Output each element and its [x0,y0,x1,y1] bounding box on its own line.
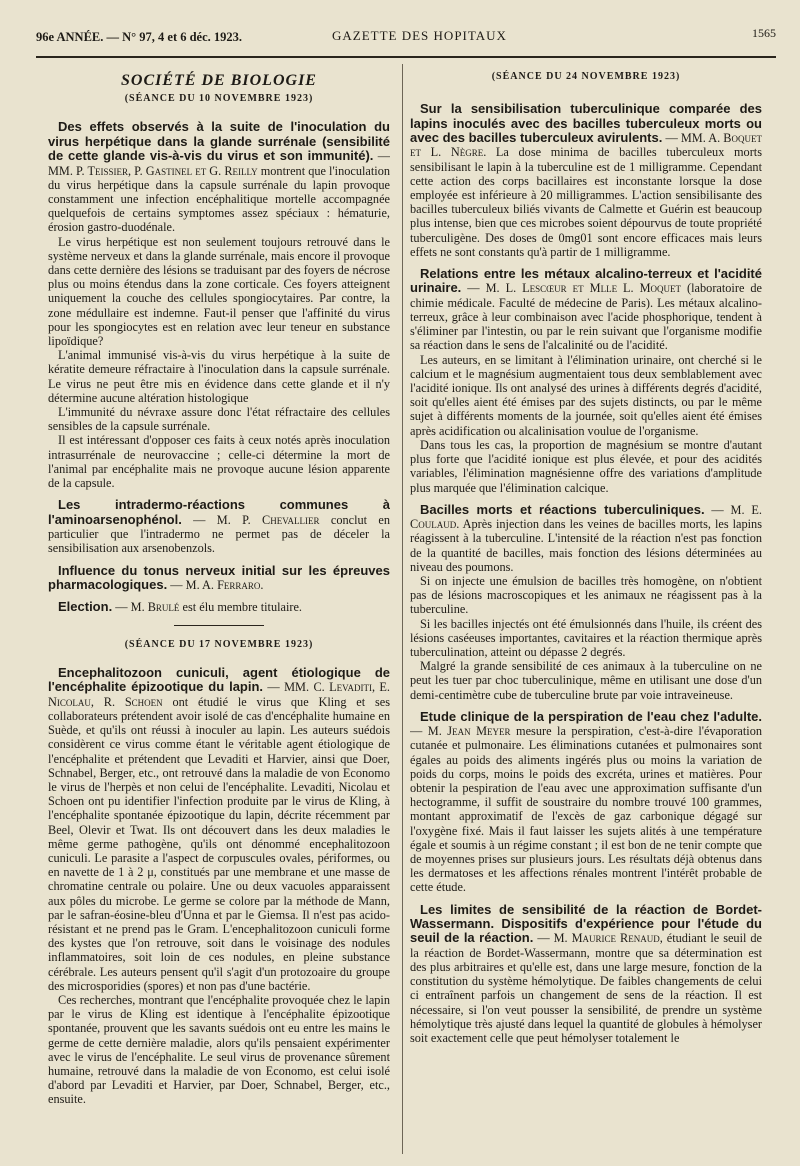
society-title: SOCIÉTÉ DE BIOLOGIE [121,72,317,89]
article-paragraph: Le virus herpétique est non seulement toujours retrouvé dans le système nerveux et dans la glande surrénale, mais encore il provoque dans cette dernière des lésions se traduisant par des foyers de nécrose plus ou moins étendus dans la zone corticale. Ces foyers atteignent uniquement la couche des cellules spongiocytaires. Par contre, la zone médullaire est indemne. Faut-il penser que l'affinité du virus pour les spongiocytes est en relation avec leur teneur en substance lipoïdique? [48,234,390,349]
article-paragraph: Dans tous les cas, la proportion de magnésium se montre d'autant plus forte que l'acidité ionique est plus élevée, et pour des acidités variables, l'élimination magnésienne offre des variations d'amplitude plus marquée que l'élimination calcique. [410,437,762,495]
right-column [410,66,762,1156]
article-text: La dose minima de bacilles tuberculeux morts sensibilisant le lapin à la tuberculine est de 1 milligramme. Cependant cette action des corps bacillaires est inconstante lorsque la dose employée est inférieure à 20 milligrammes. L'action sensibilisante des bacilles tuberculeux biliés vivants de Calmette et Guérin est beaucoup plus intense, bien que ces microbes soient dépourvus de toute propriété tuberculigène. Des doses de 0mg01 sont encore efficaces mais leurs effets ne sont constants qu'à partir de 1 milligramme. [410,145,762,259]
header-page-number: 1565 [752,26,776,40]
article-election [48,600,390,614]
article-paragraph [48,600,390,614]
article-paragraph: Malgré la grande sensibilité de ces animaux à la tuberculine on ne peut les tuer par choc tuberculinique, même en utilisant une dose d'un demi-centimètre cube de tuberculine brute par voie intraveineuse. [410,659,762,702]
article-sensibilisation-tuberculinique [410,102,762,259]
article-authors: — MM. P. Teissier, P. Gastinel et G. Reilly [48,149,390,178]
article-text: ont étudié le virus que Kling et ses collaborateurs prétendent avoir isolé de cas d'encéphalite humaine en Suède, et qu'ils ont réussi à inoculer au lapin. Les auteurs suédois considèrent ce virus comme étant le véritable agent étiologique de l'encéphalite et prétendent que Levaditi et Harvier, ainsi que Doer, Schnabel, Berger, etc., ont retrouvé dans la maladie de von Economo le virus de l'herpès et non celui de l'encéphalite. Levaditi, Nicolau et Schoen ont pu identifier l'infection produite par le virus de Kling, à l'encéphalite spontanée épizootique du lapin, décrite récemment par Beel, Olevir et Twat. Ils ont découvert dans les deux maladies le même germe pathogène, qu'ils ont dénommé encephalitozoon cuniculi. Le parasite a l'aspect de corpuscules ovales, périformes, ou en navette de 1 à 2 μ, constitués par une membrane et une masse de chromatine centrale ou polaire. Une ou deux vacuoles apparaissent aux pôles du microbe. Le germe se colore par la méthode de Mann, par le safran-éosine-bleu d'Unna et par le Giemsa. Il n'est pas acido-résistant et ne prend pas le Gram. L'encephalitozoon cuniculi forme des kystes que l'on retrouve, soit dans le voisinage des nodules inflammatoires, soit loin de ces nodules, en pleine substance cérébrale. Les auteurs pensent qu'il s'agit d'un protozoaire du groupe des microsporidies (spores) et non pas d'une bactérie. [48,694,390,993]
page-header [36,26,776,48]
header-rule [36,56,776,58]
article-authors: — M. E. Coulaud. [410,502,762,532]
session-heading: (SÉANCE DU 10 NOVEMBRE 1923) [124,93,314,105]
article-tonus-nerveux [48,564,390,593]
article-title: Relations entre les métaux alcalino-terreux et l'acidité urinaire. [410,266,762,296]
article-paragraph: Les auteurs, en se limitant à l'élimination urinaire, ont cherché si le calcium et le magnésium augmentaient tous deux semblablement avec l'acidité ionique. Ils ont analysé des urines à différents degrés d'acidité, soit qu'elles aient été émises par des sujets distincts, ou par le même sujet à différents moments de la journée, soit qu'elles aient été émises après acidification ou alcalinisation voulue de l'organisme. [410,352,762,438]
article-encephalitozoon [48,666,390,1107]
article-perspiration [410,710,762,895]
article-authors: — M. A. Ferraro. [167,577,264,592]
article-authors: — M. Jean Meyer [410,724,511,739]
article-paragraph: L'immunité du névraxe assure donc l'état réfractaire des cellules sensibles de la capsule surrénale. [48,405,390,434]
article-text: montrent que l'inoculation du virus herpétique dans la capsule surrénale du lapin provoque constamment une infection encéphalitique mortelle accompagnée quelquefois de certains symptomes assez spéciaux : hématurie, érosion gastro-duodénale. [48,163,390,235]
article-title: Influence du tonus nerveux initial sur les épreuves pharmacologiques. [48,562,390,592]
article-paragraph [410,267,762,353]
article-title: Election. [58,599,113,615]
article-text: (laboratoire de chimie médicale. Faculté de médecine de Paris). Les métaux alcalino-terreux, grâce à leur combinaison avec l'acide phosphorique, tendent à s'éliminer par l'intestin, ou par le rein suivant que l'organisme modifie sa réaction dans le sens de l'alcalinité ou de l'acidité. [410,281,762,353]
article-paragraph [48,564,390,593]
column-divider [402,64,403,1154]
article-herpes-surrenale [48,120,390,490]
article-paragraph: Si les bacilles injectés ont été émulsionnés dans l'huile, ils créent des lésions caséeuses importantes, cavitaires et la réaction thermique après tuberculination, atteint ou dépasse 2 degrés. [410,616,762,659]
article-paragraph [48,498,390,555]
article-paragraph [410,503,762,574]
article-authors: — M. L. Lescœur et Mlle L. Moquet [461,281,682,296]
article-paragraph [410,710,762,895]
article-intradermo [48,498,390,555]
article-title: Bacilles morts et réactions tuberculiniques. [420,501,705,517]
article-title: Les limites de sensibilité de la réaction de Bordet-Wassermann. Dispositifs d'expérience pour l'étude du seuil de la réaction. [410,901,762,946]
article-text: est élu membre titulaire. [179,600,303,615]
article-paragraph: Il est intéressant d'opposer ces faits à ceux notés après inoculation intrasurrénale de neurovaccine ; celle-ci détermine la mort de l'animal par encéphalite mais ne provoque aucune lésion apparente de la capsule. [48,433,390,491]
article-paragraph: Si on injecte une émulsion de bacilles très homogène, on n'obtient pas de lésions macroscopiques et les animaux ne réagissent pas à la tuberculine. [410,573,762,617]
article-paragraph: L'animal immunisé vis-à-vis du virus herpétique à la suite de kératite demeure réfractaire à l'inoculation dans la capsule surrénale. Le virus ne peut être mis en évidence dans cette glande et il n'y détermine aucune altération histologique [48,348,390,405]
article-paragraph [410,102,762,259]
article-authors: — M. P. Chevallier [181,512,320,527]
article-authors: — M. Maurice Renaud, [533,931,663,946]
article-text: conclut en particulier que l'intradermo ne permet pas de déceler la sensibilisation aux arsenobenzols. [48,512,390,556]
article-text: mesure la perspiration, c'est-à-dire l'évaporation cutanée et pulmonaire. Les éliminations cutanées et pulmonaires sont égales au poids des aliments ingérés plus ou moins la variation de poids du corps, moins le poids des excréta, urines et matières. Pour obtenir la pespiration de l'eau avec une approximation suffisante d'un hectogramme, il suffit de soustraire du nombre trouvé 100 grammes, montant approximatif de l'excès de gaz carbonique dégagé sur l'oxygène fixé. Mais il faut laisser les sujets alités à une température égale et soumis à un régime constant ; il est bon de ne tenir compte que de moyennes prises sur plusieurs jours. Les résultats déjà obtenus dans les dermatoses et les affections rénales montrent l'intérêt probable de cette étude. [410,724,762,895]
article-bacilles-morts [410,503,762,702]
article-paragraph [48,120,390,234]
article-paragraph: Ces recherches, montrant que l'encéphalite provoquée chez le lapin par le virus de Kling est identique à l'encéphalite épizootique spontanée, prouvent que les savants suédois ont eu entre les mains le germe de cette dernière maladie, alors qu'ils pensaient expérimenter avec le virus de l'encéphalite. Le seul virus de provenance sûrement humaine, retrouvé dans la maladie de von Economo, est celui isolé d'abord par Levaditi et Harvier, par Doer, Schnabel, Berger, etc., ensuite. [48,993,390,1107]
article-title: Des effets observés à la suite de l'inoculation du virus herpétique dans la glande surrénale (sensibilité de cette glande vis-à-vis du virus et son immunité). [48,119,390,164]
session-heading: (SÉANCE DU 24 NOVEMBRE 1923) [491,71,681,82]
section-rule [174,625,264,626]
left-column [48,66,390,1156]
article-title: Etude clinique de la perspiration de l'eau chez l'adulte. [420,708,762,724]
article-title: Les intradermo-réactions communes à l'aminoarsenophénol. [48,497,390,527]
article-metaux-alcalino-terreux [410,267,762,495]
header-journal-title: GAZETTE DES HOPITAUX [332,28,507,43]
article-title: Sur la sensibilisation tuberculinique comparée des lapins inoculés avec des bacilles tuberculeux morts ou avec des bacilles tuberculeux avirulents. [410,101,762,146]
article-paragraph [410,903,762,1046]
article-authors: — MM. A. Boquet et L. Nègre. [410,131,762,160]
article-text: étudiant le seuil de la réaction de Bordet-Wassermann, montre que sa détermination est des plus arbitraires et qu'elle est, dans une large mesure, fonction de la constitution du système hémolytique. De faibles changements de celui ci entraînent parfois un changement de sens de la réaction. Il est nécessaire, si l'on veut pousser la sensibilité, de prendre un système hémolytique très ajusté dans lequel la quantité de globules à hémolyser soit exactement celle que peut hémolyser totalement le [410,931,762,1046]
article-authors: — MM. C. Levaditi, E. Nicolau, R. Schoen [48,680,390,709]
article-text: Après injection dans les veines de bacilles morts, les lapins réagissent à la tuberculine. L'intensité de la réaction n'est pas fonction de la quantité de bacilles, mais fonction des lésions déterminées au niveau des poumons. [410,517,762,574]
session-heading: (SÉANCE DU 17 NOVEMBRE 1923) [124,638,314,650]
article-bordet-wassermann [410,903,762,1046]
article-paragraph [48,666,390,993]
article-title: Encephalitozoon cuniculi, agent étiologique de l'encéphalite épizootique du lapin. [48,664,390,695]
header-issue-info: 96e ANNÉE. — N° 97, 4 et 6 déc. 1923. [36,30,243,44]
article-authors: — M. Brulé [112,600,180,615]
